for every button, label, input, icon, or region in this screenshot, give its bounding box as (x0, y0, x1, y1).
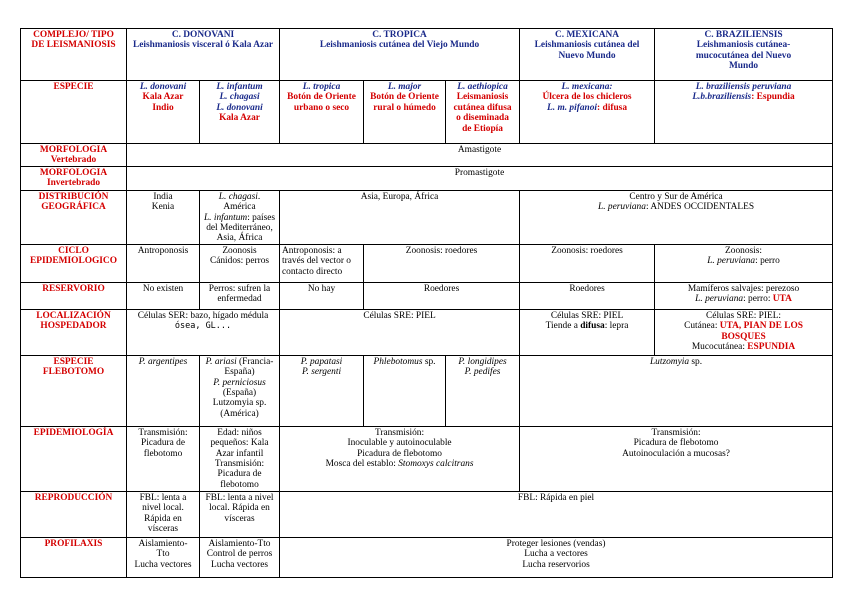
header-mexicana: C. MEXICANA Leishmaniosis cutánea del Nuevo Mundo (520, 29, 655, 81)
distribucion-tropica: Asia, Europa, África (280, 190, 520, 244)
row-label-flebotomo: ESPECIE FLEBOTOMO (21, 355, 127, 426)
morfologia-invertebrado-value: Promastigote (127, 166, 833, 190)
row-profilaxis (21, 537, 833, 577)
reservorio-infantum: Perros: sufren la enfermedad (200, 282, 280, 309)
row-localizacion (21, 309, 833, 355)
especie-mexicana: L. mexicana: Úlcera de los chicleros L. m. pifanoi: difusa (520, 81, 655, 144)
leishmaniosis-table (20, 28, 833, 578)
ciclo-mexicana: Zoonosis: roedores (520, 244, 655, 282)
row-especie (21, 81, 833, 144)
row-reservorio (21, 282, 833, 309)
epidemiologia-tropica: Transmisión: Inoculable y autoinoculable Picadura de flebotomo Mosca del establo: Stomoxys calcitrans (280, 426, 520, 491)
morfologia-vertebrado-value: Amastigote (127, 144, 833, 167)
distribucion-americas: Centro y Sur de América L. peruviana: ANDES OCCIDENTALES (520, 190, 833, 244)
row-reproduccion (21, 491, 833, 537)
reservorio-braziliensis: Mamíferos salvajes: perezoso L. peruviana: perro: UTA (655, 282, 833, 309)
especie-infantum: L. infantum L. chagasi L. donovani Kala Azar (200, 81, 280, 144)
especie-braziliensis: L. braziliensis peruviana L.b.braziliensis: Espundia (655, 81, 833, 144)
ciclo-major-aethiopica: Zoonosis: roedores (364, 244, 520, 282)
reproduccion-infantum: FBL: lenta a nivel local. Rápida en vísceras (200, 491, 280, 537)
distribucion-donovani: India Kenia (127, 190, 200, 244)
profilaxis-rest: Proteger lesiones (vendas) Lucha a vectores Lucha reservorios (280, 537, 833, 577)
row-label-epidemiologia: EPIDEMIOLOGÍA (21, 426, 127, 491)
row-label-ciclo: CICLO EPIDEMIOLOGICO (21, 244, 127, 282)
epidemiologia-donovani: Transmisión: Picadura de flebotomo (127, 426, 200, 491)
flebotomo-aethiopica: P. longidipes P. pedifes (446, 355, 520, 426)
row-distribucion (21, 190, 833, 244)
profilaxis-donovani: Aislamiento- Tto Lucha vectores (127, 537, 200, 577)
localizacion-mexicana: Células SRE: PIEL Tiende a difusa: lepra (520, 309, 655, 355)
header-row (21, 29, 833, 81)
epidemiologia-infantum: Edad: niños pequeños: Kala Azar infantil Transmisión: Picadura de flebotomo (200, 426, 280, 491)
row-label-morfologia-invertebrado: MORFOLOGIA Invertebrado (21, 166, 127, 190)
row-label-especie: ESPECIE (21, 81, 127, 144)
row-morfologia-invertebrado (21, 166, 833, 190)
ciclo-tropica: Antroponosis: a través del vector o contacto directo (280, 244, 364, 282)
row-label-profilaxis: PROFILAXIS (21, 537, 127, 577)
especie-major: L. major Botón de Oriente rural o húmedo (364, 81, 446, 144)
ciclo-braziliensis: Zoonosis: L. peruviana: perro (655, 244, 833, 282)
row-label-localizacion: LOCALIZACIÓN HOSPEDADOR (21, 309, 127, 355)
row-ciclo (21, 244, 833, 282)
corner-header: COMPLEJO/ TIPO DE LEISMANIOSIS (21, 29, 127, 81)
especie-aethiopica: L. aethiopica Leismaniosis cutánea difusa o diseminada de Etiopía (446, 81, 520, 144)
localizacion-tropica: Células SRE: PIEL (280, 309, 520, 355)
reproduccion-rest: FBL: Rápida en piel (280, 491, 833, 537)
flebotomo-tropica: P. papatasi P. sergenti (280, 355, 364, 426)
flebotomo-major: Phlebotomus sp. (364, 355, 446, 426)
reservorio-tropica: No hay (280, 282, 364, 309)
ciclo-infantum: Zoonosis Cánidos: perros (200, 244, 280, 282)
row-label-reservorio: RESERVORIO (21, 282, 127, 309)
header-donovani: C. DONOVANI Leishmaniosis visceral ó Kala Azar (127, 29, 280, 81)
row-flebotomo (21, 355, 833, 426)
row-label-reproduccion: REPRODUCCIÓN (21, 491, 127, 537)
especie-donovani: L. donovani Kala Azar Indio (127, 81, 200, 144)
localizacion-braziliensis: Células SRE: PIEL: Cutánea: UTA, PIAN DE LOS BOSQUES Mucocutánea: ESPUNDIA (655, 309, 833, 355)
row-label-distribucion: DISTRIBUCIÓN GEOGRÁFICA (21, 190, 127, 244)
reservorio-major-aethiopica: Roedores (364, 282, 520, 309)
ciclo-donovani: Antroponosis (127, 244, 200, 282)
row-epidemiologia (21, 426, 833, 491)
header-braziliensis: C. BRAZILIENSIS Leishmaniosis cutánea- mucocutánea del Nuevo Mundo (655, 29, 833, 81)
localizacion-donovani: Células SER: bazo, hígado médula ósea, GL... (127, 309, 280, 355)
row-morfologia-vertebrado (21, 144, 833, 167)
reservorio-mexicana: Roedores (520, 282, 655, 309)
profilaxis-infantum: Aislamiento-Tto Control de perros Lucha vectores (200, 537, 280, 577)
reproduccion-donovani: FBL: lenta a nivel local. Rápida en vísceras (127, 491, 200, 537)
flebotomo-infantum: P. ariasi (Francia- España) P. perniciosus (España) Lutzomyia sp. (América) (200, 355, 280, 426)
distribucion-infantum: L. chagasi. América L. infantum: países del Mediterráneo, Asia, África (200, 190, 280, 244)
flebotomo-americas: Lutzomyia sp. (520, 355, 833, 426)
flebotomo-donovani: P. argentipes (127, 355, 200, 426)
especie-tropica: L. tropica Botón de Oriente urbano o seco (280, 81, 364, 144)
row-label-morfologia-vertebrado: MORFOLOGIA Vertebrado (21, 144, 127, 167)
reservorio-donovani: No existen (127, 282, 200, 309)
header-tropica: C. TROPICA Leishmaniosis cutánea del Viejo Mundo (280, 29, 520, 81)
epidemiologia-americas: Transmisión: Picadura de flebotomo Autoinoculación a mucosas? (520, 426, 833, 491)
